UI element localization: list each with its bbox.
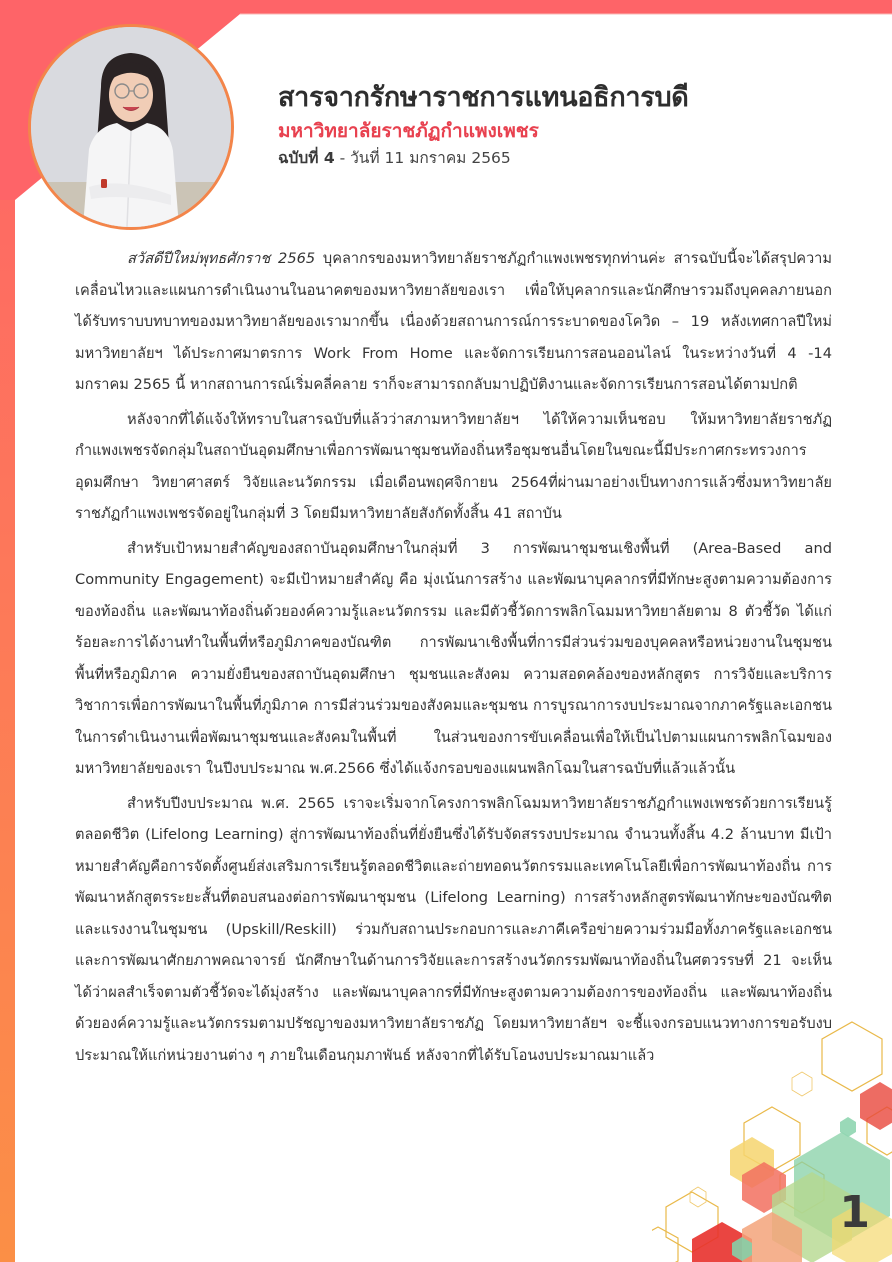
portrait-illustration: [31, 27, 231, 227]
issue-date: วันที่ 11 มกราคม 2565: [350, 149, 511, 167]
letter-body: [75, 243, 832, 1071]
new-year-greeting: สวัสดีปีใหม่พุทธศักราช 2565: [127, 250, 316, 267]
paragraph-1-text: บุคลากรของมหาวิทยาลัยราชภัฏกำแพงเพชรทุกท่านค่ะ สารฉบับนี้จะได้สรุปความเคลื่อนไหวและแผนการดำเนินงานในอนาคตของมหาวิทยาลัยของเรา เพื่อให้บุคลากรและนักศึกษารวมถึงบุคคลภายนอกได้รับทราบบทบาทของมหาวิทยาลัยของเรามากขึ้น เนื่องด้วยสถานการณ์การระบาดของโควิด – 19 หลังเทศกาลปีใหม่ มหาวิทยาลัยฯ ได้ประกาศมาตรการ Work From Home และจัดการเรียนการสอนออนไลน์ ในระหว่างวันที่ 4 -14 มกราคม 2565 นี้ หากสถานการณ์เริ่มคลี่คลาย ราก็จะสามารถกลับมาปฏิบัติงานและจัดการเรียนการสอนได้ตามปกติ: [75, 250, 832, 393]
page-number: 1: [839, 1187, 870, 1238]
paragraph-1: [75, 243, 832, 401]
page-title: สารจากรักษาราชการแทนอธิการบดี: [278, 82, 689, 113]
issue-line: [278, 146, 858, 170]
portrait-photo: [28, 24, 234, 230]
university-name: มหาวิทยาลัยราชภัฏกำแพงเพชร: [278, 120, 539, 142]
paragraph-2: หลังจากที่ได้แจ้งให้ทราบในสารฉบับที่แล้วว่าสภามหาวิทยาลัยฯ ได้ให้ความเห็นชอบ ให้มหาวิทยาลัยราชภัฏกำแพงเพชรจัดกลุ่มในสถาบันอุดมศึกษาเพื่อการพัฒนาชุมชนท้องถิ่นหรือชุมชนอื่นโดยในขณะนี้มีประกาศกระทรวงการอุดมศึกษา วิทยาศาสตร์ วิจัยและนวัตกรรม เมื่อเดือนพฤศจิกายน 2564ที่ผ่านมาอย่างเป็นทางการแล้วซึ่งมหาวิทยาลัยราชภัฏกำแพงเพชรจัดอยู่ในกลุ่มที่ 3 โดยมีมหาวิทยาลัยสังกัดทั้งสิ้น 41 สถาบัน: [75, 410, 832, 522]
issue-separator: -: [334, 149, 351, 167]
paragraph-3: สำหรับเป้าหมายสำคัญของสถาบันอุดมศึกษาในกลุ่มที่ 3 การพัฒนาชุมชนเชิงพื้นที่ (Area-Based and Community Engagement) จะมีเป้าหมายสำคัญ คือ มุ่งเน้นการสร้าง และพัฒนาบุคลากรที่มีทักษะสูงตามความต้องการของท้องถิ่น และพัฒนาท้องถิ่นด้วยองค์ความรู้และนวัตกรรม และมีตัวชี้วัดการพลิกโฉมมหาวิทยาลัยตาม 8 ตัวชี้วัด ได้แก่ ร้อยละการได้งานทำในพื้นที่หรือภูมิภาคของบัณฑิต การพัฒนาเชิงพื้นที่การมีส่วนร่วมของบุคคลหรือหน่วยงานในชุมชน พื้นที่หรือภูมิภาค ความยั่งยืนของสถาบันอุดมศึกษา ชุมชนและสังคม ความสอดคล้องของหลักสูตร การวิจัยและบริการวิชาการเพื่อการพัฒนาในพื้นที่ภูมิภาค การมีส่วนร่วมของสังคมและชุมชน การบูรณาการงบประมาณจากภาครัฐและเอกชนในการดำเนินงานเพื่อพัฒนาชุมชนและสังคมในพื้นที่ ในส่วนของการขับเคลื่อนเพื่อให้เป็นไปตามแผนการพลิกโฉมของมหาวิทยาลัยของเรา ในปีงบประมาณ พ.ศ.2566 ซึ่งได้แจ้งกรอบของแผนพลิกโฉมในสารฉบับที่แล้วแล้วนั้น: [75, 539, 832, 777]
header-block: [278, 80, 858, 170]
paragraph-4: สำหรับปีงบประมาณ พ.ศ. 2565 เราจะเริ่มจากโครงการพลิกโฉมมหาวิทยาลัยราชภัฏกำแพงเพชรด้วยการเรียนรู้ตลอดชีวิต (Lifelong Learning) สู่การพัฒนาท้องถิ่นที่ยั่งยืนซึ่งได้รับจัดสรรงบประมาณ จำนวนทั้งสิ้น 4.2 ล้านบาท มีเป้าหมายสำคัญคือการจัดตั้งศูนย์ส่งเสริมการเรียนรู้ตลอดชีวิตและถ่ายทอดนวัตกรรมและเทคโนโลยีเพื่อการพัฒนาท้องถิ่น การพัฒนาหลักสูตรระยะสั้นที่ตอบสนองต่อการพัฒนาชุมชน (Lifelong Learning) การสร้างหลักสูตรพัฒนาทักษะของบัณฑิตและแรงงานในชุมชน (Upskill/Reskill) ร่วมกับสถานประกอบการและภาคีเครือข่ายความร่วมมือทั้งภาครัฐและเอกชน และการพัฒนาศักยภาพคณาจารย์ นักศึกษาในด้านการวิจัยและการสร้างนวัตกรรมพัฒนาท้องถิ่นในศตวรรษที่ 21 จะเห็นได้ว่าผลสำเร็จตามตัวชี้วัดจะได้มุ่งสร้าง และพัฒนาบุคลากรที่มีทักษะสูงตามความต้องการของท้องถิ่น และพัฒนาท้องถิ่นด้วยองค์ความรู้และนวัตกรรมตามปรัชญาของมหาวิทยาลัยราชภัฏ โดยมหาวิทยาลัยฯ จะชี้แจงกรอบแนวทางการขอรับงบประมาณให้แก่หน่วยงานต่าง ๆ ภายในเดือนกุมภาพันธ์ หลังจากที่ได้รับโอนงบประมาณมาแล้ว: [75, 794, 832, 1064]
issue-number: ฉบับที่ 4: [278, 149, 335, 167]
